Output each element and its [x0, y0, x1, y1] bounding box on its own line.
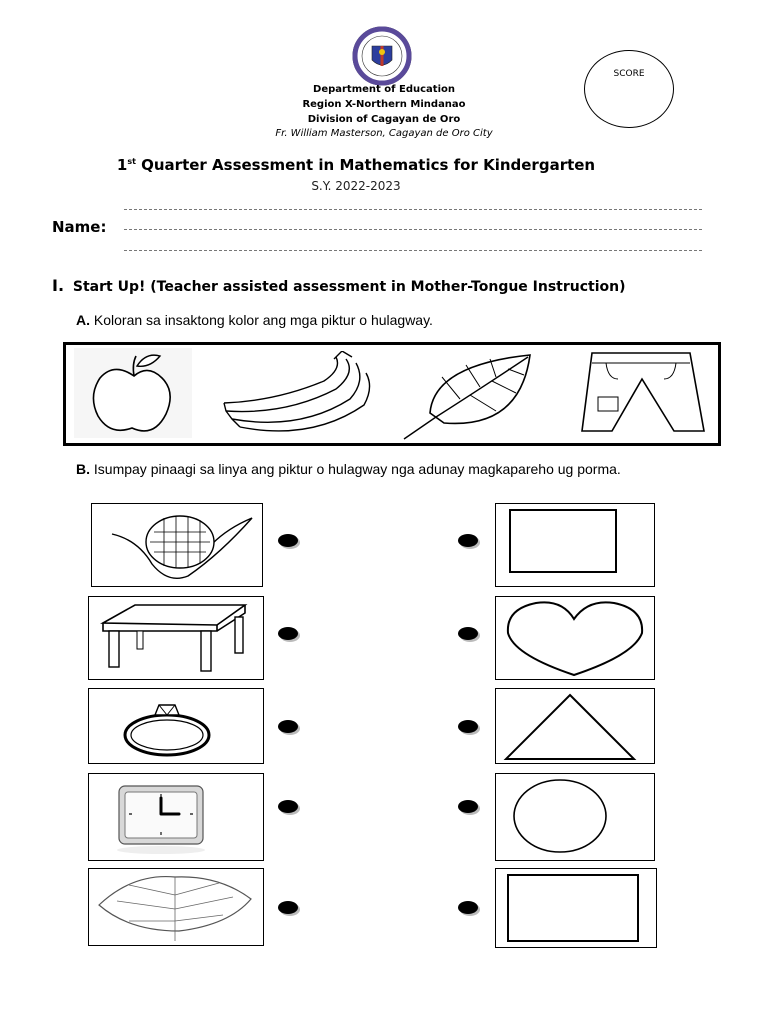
rectangle-shape: [496, 504, 654, 586]
part-a-letter: A.: [76, 312, 90, 328]
score-label: SCORE: [613, 69, 645, 79]
ring-picture-box[interactable]: [88, 688, 264, 764]
rectangle-shape-box-1[interactable]: [495, 503, 655, 587]
division-name: Division of Cagayan de Oro: [307, 114, 461, 125]
table-picture-box[interactable]: [88, 596, 264, 680]
section-heading: [52, 276, 626, 295]
part-b-instruction: [76, 460, 716, 478]
circle-shape-box[interactable]: [495, 773, 655, 861]
clock-picture-box[interactable]: [88, 773, 264, 861]
assessment-title: [0, 156, 712, 174]
heart-shape-box[interactable]: [495, 596, 655, 680]
match-dot-right-1[interactable]: [458, 534, 478, 547]
match-dot-right-2[interactable]: [458, 627, 478, 640]
clock-picture: [89, 774, 263, 860]
deped-seal-logo: [352, 26, 412, 86]
school-year: S.Y. 2022-2023: [311, 179, 401, 193]
section-title: Start Up! (Teacher assisted assessment in Mother-Tongue Instruction): [72, 279, 626, 295]
name-line-bottom: [124, 250, 702, 251]
apple-picture[interactable]: [74, 348, 192, 438]
corn-picture-box[interactable]: [91, 503, 263, 587]
region-name: Region X-Northern Mindanao: [302, 99, 466, 110]
title-ordinal-suffix: st: [127, 157, 136, 166]
match-dot-left-2[interactable]: [278, 627, 298, 640]
match-dot-left-3[interactable]: [278, 720, 298, 733]
triangle-shape-box[interactable]: [495, 688, 655, 764]
banana-picture[interactable]: [216, 351, 376, 435]
coloring-strip: [63, 342, 721, 446]
pants-picture[interactable]: [578, 349, 710, 439]
title-ordinal: 1: [116, 156, 128, 174]
table-picture: [89, 597, 263, 679]
title-text: Quarter Assessment in Mathematics for Kindergarten: [135, 156, 596, 174]
match-dot-right-3[interactable]: [458, 720, 478, 733]
name-label: Name:: [52, 218, 107, 236]
rectangle-shape-box-2[interactable]: [495, 868, 657, 948]
name-line-top: [124, 209, 702, 210]
school-name: Fr. William Masterson, Cagayan de Oro City: [275, 128, 493, 139]
heart-shape: [496, 597, 654, 679]
name-line-input[interactable]: [124, 229, 702, 230]
corn-picture: [92, 504, 262, 586]
match-dot-right-5[interactable]: [458, 901, 478, 914]
leaf-outline-picture-box[interactable]: [88, 868, 264, 946]
rectangle-shape: [496, 869, 656, 947]
match-dot-right-4[interactable]: [458, 800, 478, 813]
part-a-text: Koloran sa insaktong kolor ang mga piktur o hulagway.: [93, 312, 433, 328]
leaf-picture[interactable]: [400, 351, 536, 441]
circle-shape: [496, 774, 654, 860]
part-b-text: Isumpay pinaagi sa linya ang piktur o hulagway nga adunay magkapareho ug porma.: [93, 461, 621, 477]
part-b-letter: B.: [76, 461, 90, 477]
score-circle: [584, 50, 674, 128]
department-name: Department of Education: [313, 84, 455, 95]
leaf-outline-picture: [89, 869, 263, 945]
section-number: I.: [52, 276, 65, 295]
match-dot-left-4[interactable]: [278, 800, 298, 813]
match-dot-left-1[interactable]: [278, 534, 298, 547]
part-a-instruction: [76, 312, 433, 328]
triangle-shape: [496, 689, 654, 763]
ring-picture: [89, 689, 263, 763]
match-dot-left-5[interactable]: [278, 901, 298, 914]
